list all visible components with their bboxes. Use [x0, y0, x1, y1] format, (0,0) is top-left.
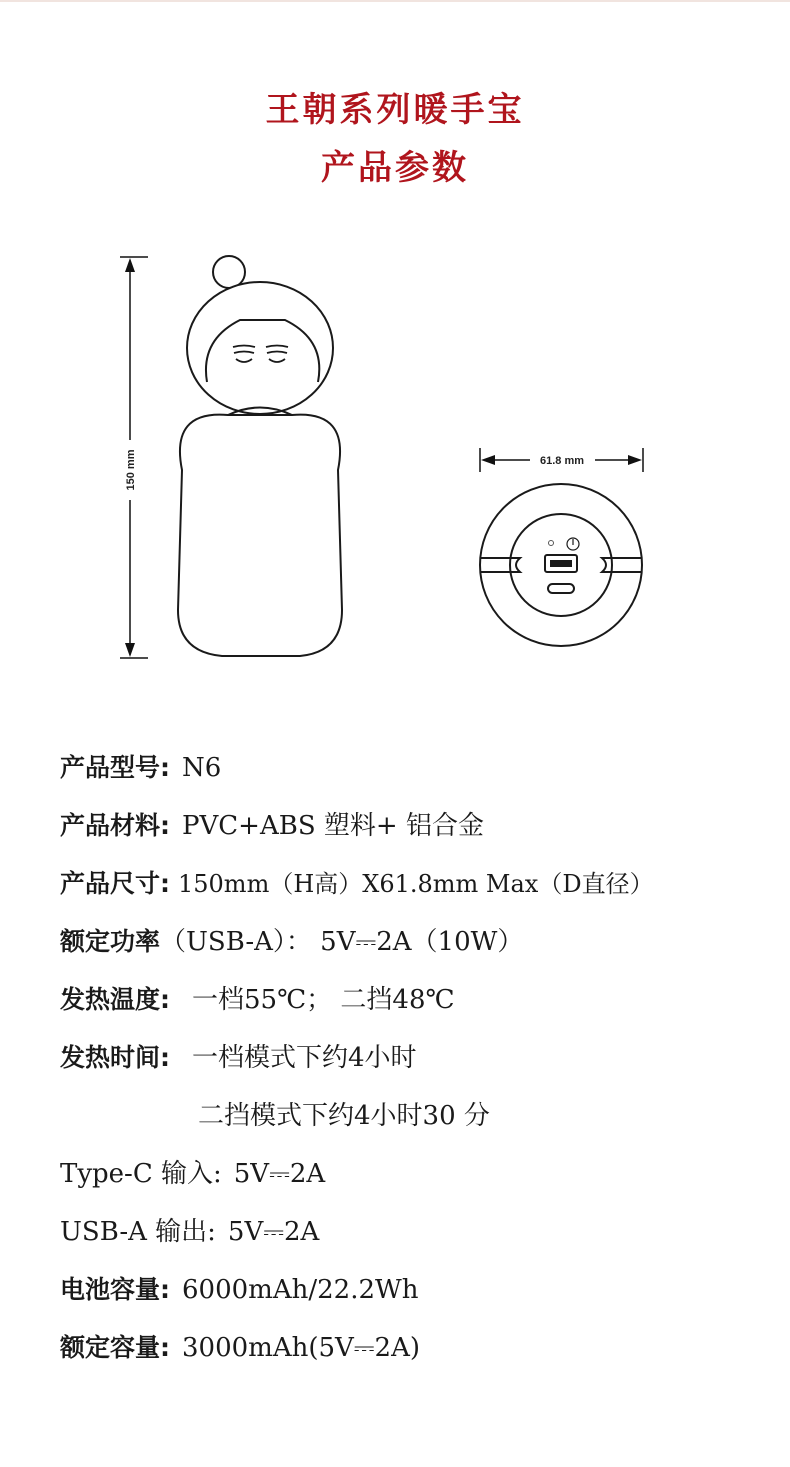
spec-value: 一档模式下约4小时 — [192, 1043, 417, 1073]
spec-value: 150mm（H高）X61.8mm Max（D直径） — [178, 870, 654, 898]
spec-label: 产品型号: — [60, 753, 170, 782]
page-title: 王朝系列暖手宝 — [265, 90, 525, 130]
spec-row-rated-capacity — [60, 1328, 420, 1368]
spec-row-typec-input — [60, 1154, 325, 1194]
spec-row-heating-time — [60, 1038, 417, 1078]
spec-row-temperature — [60, 980, 455, 1020]
spec-row-usba-output — [60, 1212, 319, 1252]
spec-value: 一档55℃； 二挡48℃ — [192, 985, 455, 1015]
spec-value: N6 — [182, 753, 222, 783]
spec-value: 5V⎓2A — [233, 1159, 326, 1189]
spec-row-battery-capacity — [60, 1270, 418, 1310]
spec-label: 电池容量: — [60, 1275, 170, 1304]
top-divider — [0, 0, 790, 2]
spec-label: 产品材料: — [60, 811, 170, 840]
spec-label: 产品尺寸: — [60, 869, 170, 898]
spec-label: 额定容量: — [60, 1333, 170, 1362]
product-diagram — [0, 240, 790, 680]
spec-row-power — [60, 922, 523, 962]
spec-row-material — [60, 806, 484, 846]
spec-value: 6000mAh/22.2Wh — [182, 1275, 419, 1305]
spec-value: 3000mAh(5V⎓2A) — [182, 1333, 421, 1363]
spec-value: 二挡模式下约4小时30 分 — [198, 1101, 490, 1131]
spec-row-size — [60, 864, 654, 904]
spec-row-model — [60, 748, 221, 788]
spec-label: 额定功率 — [60, 927, 161, 956]
spec-label: USB-A 输出: — [60, 1217, 216, 1247]
spec-label: Type-C 输入: — [60, 1159, 222, 1189]
spec-value: PVC+ABS 塑料+ 铝合金 — [182, 811, 484, 841]
spec-value: （USB-A）： 5V⎓2A（10W） — [160, 927, 524, 957]
height-label: 150 mm — [125, 449, 137, 491]
spec-label: 发热温度: — [60, 985, 170, 1014]
page-subtitle: 产品参数 — [321, 148, 469, 188]
spec-value: 5V⎓2A — [227, 1217, 320, 1247]
spec-label: 发热时间: — [60, 1043, 170, 1072]
diameter-label: 61.8 mm — [539, 455, 585, 467]
spec-row-heating-time-2 — [198, 1096, 490, 1136]
figure-outline — [178, 256, 342, 656]
